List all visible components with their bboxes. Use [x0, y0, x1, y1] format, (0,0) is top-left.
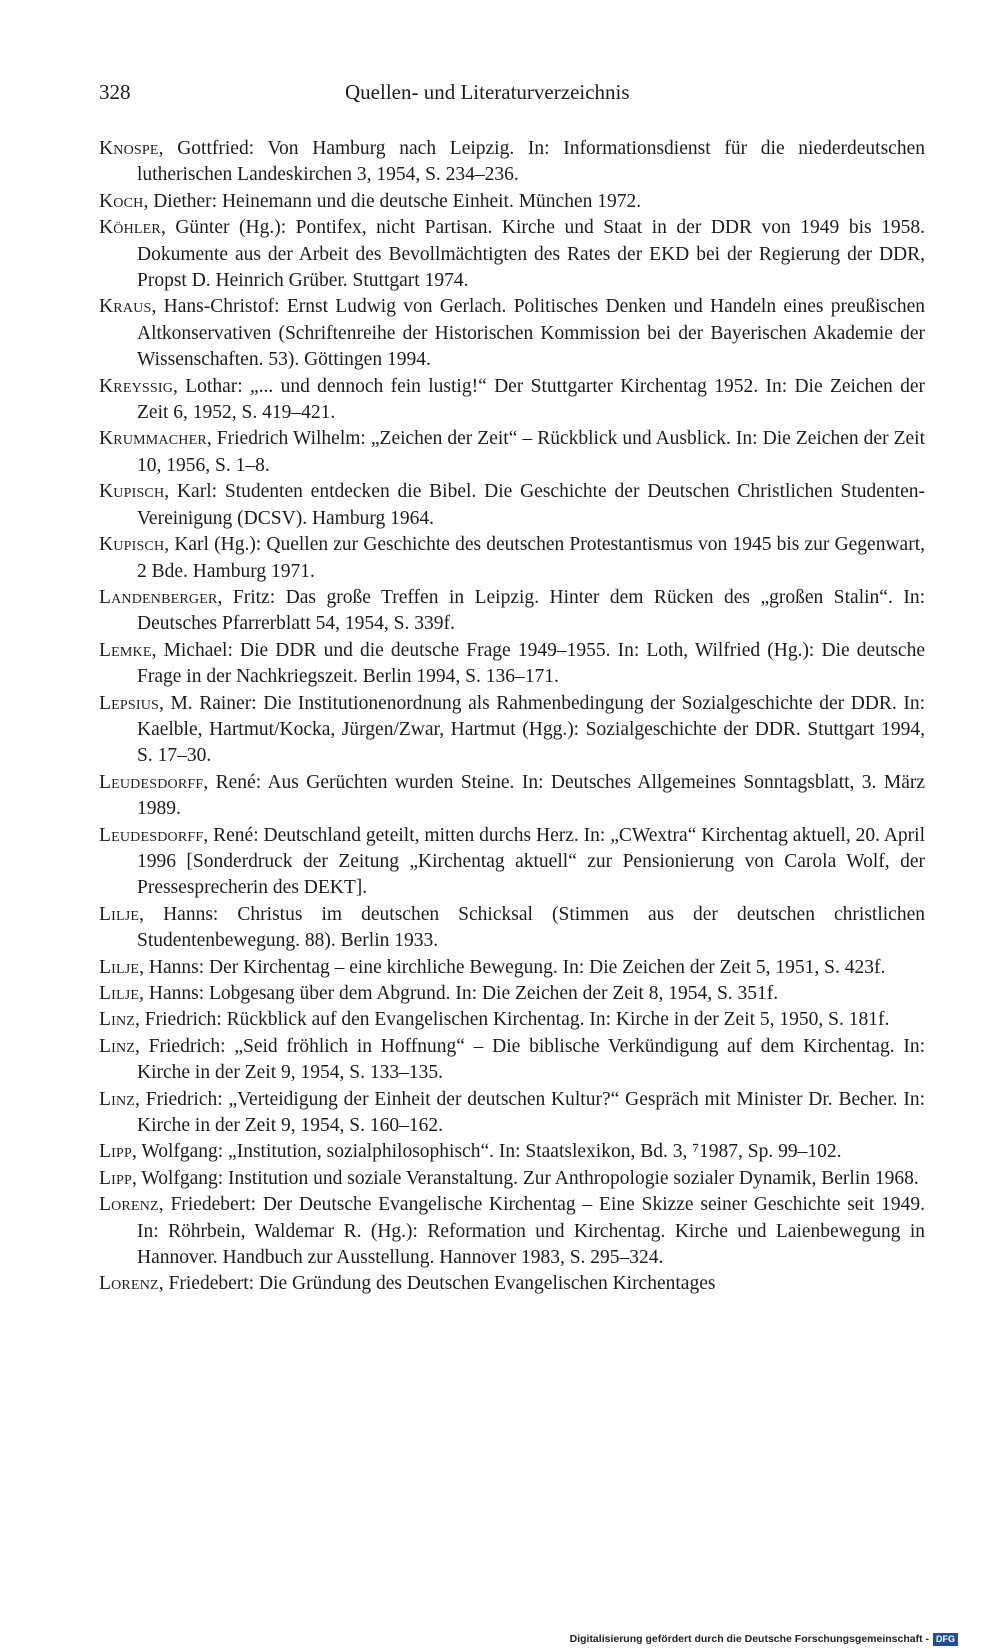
credit-text: Digitalisierung gefördert durch die Deutsche Forschungsgemeinschaft -: [569, 1633, 929, 1645]
entry-author: Lepsius: [99, 692, 159, 714]
entry-text: , Friedrich: „Verteidigung der Einheit der deutschen Kultur?“ Gespräch mit Minister Dr. Becher. In: Kirche in der Zeit 9, 1954, S. 160–162.: [135, 1088, 925, 1137]
entry-author: Kupisch: [99, 481, 165, 503]
page-number: 328: [99, 80, 131, 104]
entry-author: Köhler: [99, 217, 161, 239]
entry-text: , Friedrich: „Seid fröhlich in Hoffnung“ – Die biblische Verkündigung auf dem Kirchentag. In: Kirche in der Zeit 9, 1954, S. 133–135.: [135, 1035, 925, 1084]
entry-text: , Gottfried: Von Hamburg nach Leipzig. In: Informationsdienst für die niederdeutschen lutherischen Landeskirchen 3, 1954, S. 234–236.: [137, 138, 925, 186]
entry-author: Lipp: [99, 1141, 132, 1163]
bibliography-entry: [99, 691, 925, 770]
entry-text: , Fritz: Das große Treffen in Leipzig. Hinter dem Rücken des „großen Stalin“. In: Deutsches Pfarrerblatt 54, 1954, S. 339f.: [137, 586, 925, 635]
bibliography-entry: [99, 955, 925, 981]
entry-text: , Günter (Hg.): Pontifex, nicht Partisan. Kirche und Staat in der DDR von 1949 bis 1958. Dokumente aus der Arbeit des Bevollmächtigten des Rates der EKD bei der Regierung der DDR, Propst D. Heinrich Grüber. Stuttgart 1974.: [137, 217, 925, 292]
bibliography-entry: [99, 189, 925, 215]
digitization-credit: [570, 1632, 958, 1646]
entry-author: Lilje: [99, 956, 140, 978]
entry-text: , Michael: Die DDR und die deutsche Frage 1949–1955. In: Loth, Wilfried (Hg.): Die deutsche Frage in der Nachkriegszeit. Berlin 1994, S. 136–171.: [137, 639, 925, 688]
bibliography-entry: [99, 136, 925, 189]
entry-author: Leudesdorff: [99, 824, 204, 846]
bibliography-list: [99, 136, 925, 1298]
bibliography-entry: [99, 532, 925, 585]
entry-author: Leudesdorff: [99, 771, 204, 793]
entry-text: , Wolfgang: „Institution, sozialphilosophisch“. In: Staatslexikon, Bd. 3, ⁷1987, Sp. 99–102.: [131, 1141, 842, 1163]
bibliography-entry: [99, 902, 925, 955]
running-head: [99, 80, 929, 110]
entry-text: , Diether: Heinemann und die deutsche Einheit. München 1972.: [143, 190, 642, 212]
entry-text: , Friedrich Wilhelm: „Zeichen der Zeit“ – Rückblick und Ausblick. In: Die Zeichen der Zeit 10, 1956, S. 1–8.: [137, 428, 925, 476]
entry-text: , M. Rainer: Die Institutionenordnung als Rahmenbedingung der Sozialgeschichte der DDR. In: Kaelble, Hartmut/Kocka, Jürgen/Zwar, Hartmut (Hgg.): Sozialgeschichte der DDR. Stuttgart 1994, S. 17–30.: [137, 692, 925, 767]
entry-text: , René: Aus Gerüchten wurden Steine. In: Deutsches Allgemeines Sonntagsblatt, 3. März 1989.: [137, 771, 925, 820]
entry-author: Lilje: [99, 903, 140, 925]
entry-text: , Hans-Christof: Ernst Ludwig von Gerlach. Politisches Denken und Handeln eines preußischen Altkonservativen (Schriftenreihe der Historischen Kommission bei der Bayerischen Akademie der Wissenschaften. 53). Göttingen 1994.: [137, 296, 925, 371]
bibliography-entry: [99, 638, 925, 691]
bibliography-entry: [99, 585, 925, 638]
dfg-logo-icon: DFG: [933, 1633, 958, 1646]
entry-author: Kreyssig: [99, 375, 174, 397]
entry-text: , Karl (Hg.): Quellen zur Geschichte des deutschen Protestantismus von 1945 bis zur Gegenwart, 2 Bde. Hamburg 1971.: [137, 534, 925, 582]
entry-text: , Hanns: Christus im deutschen Schicksal (Stimmen aus der deutschen christlichen Studentenbewegung. 88). Berlin 1933.: [137, 903, 925, 952]
entry-author: Linz: [99, 1035, 136, 1057]
bibliography-entry: [99, 1087, 925, 1140]
entry-text: , Hanns: Der Kirchentag – eine kirchliche Bewegung. In: Die Zeichen der Zeit 5, 1951, S. 423f.: [139, 956, 886, 978]
bibliography-entry: [99, 1034, 925, 1087]
bibliography-entry: [99, 294, 925, 373]
entry-author: Lorenz: [99, 1273, 159, 1295]
entry-text: , Friedebert: Die Gründung des Deutschen Evangelischen Kirchentages: [158, 1273, 716, 1295]
entry-text: , Wolfgang: Institution und soziale Veranstaltung. Zur Anthropologie sozialer Dynamik, Berlin 1968.: [131, 1167, 919, 1189]
bibliography-entry: [99, 215, 925, 294]
bibliography-entry: [99, 1166, 925, 1192]
entry-text: , Friedebert: Der Deutsche Evangelische Kirchentag – Eine Skizze seiner Geschichte seit 1949. In: Röhrbein, Waldemar R. (Hg.): Reformation und Kirchentag. Kirche und Laienbewegung in Hannover. Handbuch zur Ausstellung. Hannover 1983, S. 295–324.: [137, 1194, 925, 1269]
entry-author: Lorenz: [99, 1194, 159, 1216]
entry-author: Kupisch: [99, 534, 165, 556]
bibliography-entry: [99, 823, 925, 902]
entry-author: Lipp: [99, 1167, 132, 1189]
entry-author: Lilje: [99, 983, 140, 1004]
running-title: Quellen- und Literaturverzeichnis: [345, 80, 630, 104]
entry-text: , Lothar: „... und dennoch fein lustig!“ Der Stuttgarter Kirchentag 1952. In: Die Zeichen der Zeit 6, 1952, S. 419–421.: [137, 375, 925, 424]
bibliography-entry: [99, 1192, 925, 1271]
entry-author: Lemke: [99, 639, 152, 661]
entry-text: , René: Deutschland geteilt, mitten durchs Herz. In: „CWextra“ Kirchentag aktuell, 20. April 1996 [Sonderdruck der Zeitung „Kirchentag aktuell“ zur Pensionierung von Carola Wolf, der Pressesprecherin des DEKT].: [137, 824, 925, 899]
entry-author: Knospe: [99, 138, 159, 159]
bibliography-entry: [99, 426, 925, 479]
entry-author: Linz: [99, 1088, 136, 1110]
entry-author: Krummacher: [99, 428, 207, 450]
entry-text: , Friedrich: Rückblick auf den Evangelischen Kirchentag. In: Kirche in der Zeit 5, 1950, S. 181f.: [135, 1009, 890, 1031]
bibliography-entry: [99, 1139, 925, 1165]
entry-author: Koch: [99, 190, 144, 212]
bibliography-entry: [99, 374, 925, 427]
bibliography-entry: [99, 1007, 925, 1033]
bibliography-entry: [99, 479, 925, 532]
entry-author: Kraus: [99, 296, 152, 318]
bibliography-entry: [99, 770, 925, 823]
entry-text: , Karl: Studenten entdecken die Bibel. Die Geschichte der Deutschen Christlichen Studenten-Vereinigung (DCSV). Hamburg 1964.: [137, 481, 925, 529]
entry-author: Linz: [99, 1009, 136, 1031]
bibliography-entry: [99, 1271, 925, 1297]
bibliography-entry: [99, 981, 925, 1007]
entry-text: , Hanns: Lobgesang über dem Abgrund. In: Die Zeichen der Zeit 8, 1954, S. 351f.: [139, 983, 779, 1004]
entry-author: Landenberger: [99, 586, 218, 608]
